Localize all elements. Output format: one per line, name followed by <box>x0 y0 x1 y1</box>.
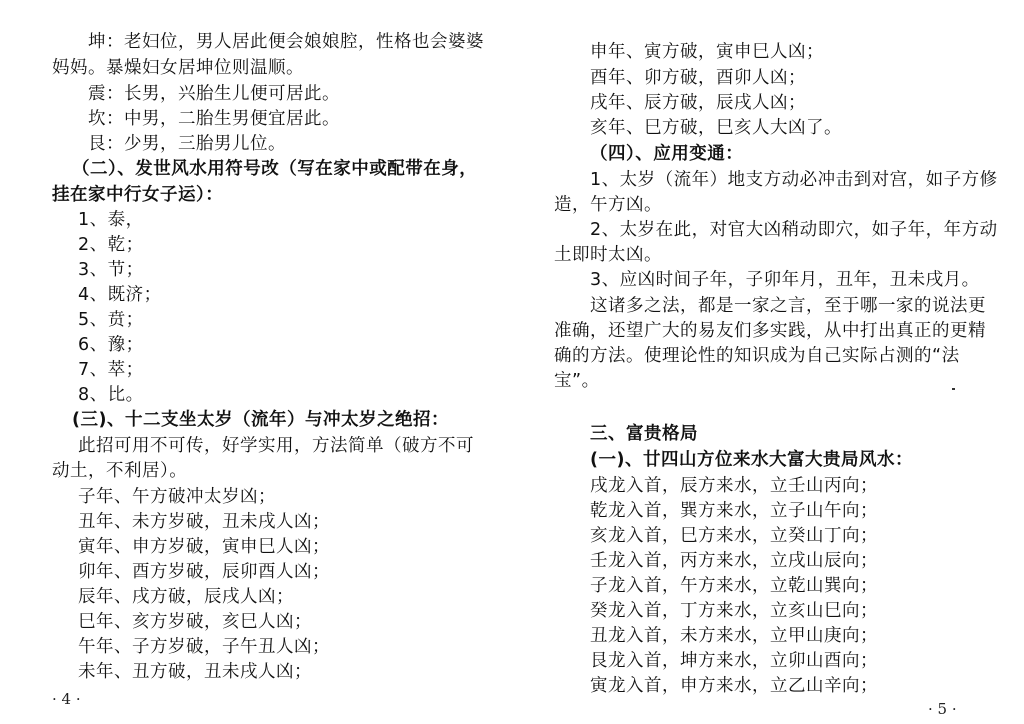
list-item: 5、贲； <box>78 310 144 330</box>
list-item: 卯年、酉方岁破，辰卯酉人凶； <box>78 562 330 582</box>
text-line: 动土，不利居）。 <box>52 461 188 481</box>
section-heading: (三)、十二支坐太岁（流年）与冲太岁之绝招： <box>72 410 449 430</box>
list-item: 巳年、亥方岁破，亥巳人凶； <box>78 612 312 632</box>
page-number: · 5 · <box>928 700 957 718</box>
text-line: 3、应凶时间子年，子卯年月，丑年，丑未戌月。 <box>590 270 980 290</box>
list-item: 戌年、辰方破，辰戌人凶； <box>590 93 806 113</box>
list-item: 8、比。 <box>78 385 144 405</box>
list-item: 子龙入首，午方来水，立乾山巽向； <box>590 576 878 596</box>
list-item: 艮龙入首，坤方来水，立卯山酉向； <box>590 651 878 671</box>
list-item: 子年、午方破冲太岁凶； <box>78 487 276 507</box>
section-heading: (一)、廿四山方位来水大富大贵局风水： <box>590 450 913 470</box>
chapter-heading: 三、富贵格局 <box>590 424 698 444</box>
text-line: 震：长男，兴胎生儿便可居此。 <box>88 84 340 104</box>
list-item: 乾龙入首，巽方来水，立子山午向； <box>590 501 878 521</box>
section-heading: 挂在家中行女子运）： <box>52 185 224 205</box>
text-line: 妈妈。暴燥妇女居坤位则温顺。 <box>52 58 304 78</box>
text-line: 2、太岁在此，对官大凶稍动即穴，如子年，年方动 <box>590 220 998 240</box>
page-number: · 4 · <box>52 690 81 708</box>
list-item: 壬龙入首，丙方来水，立戌山辰向； <box>590 551 878 571</box>
list-item: 戌龙入首，辰方来水，立壬山丙向； <box>590 476 878 496</box>
right-page <box>512 0 1024 724</box>
list-item: 丑年、未方岁破，丑未戌人凶； <box>78 512 330 532</box>
list-item: 亥龙入首，巳方来水，立癸山丁向； <box>590 526 878 546</box>
list-item: 亥年、巳方破，巳亥人大凶了。 <box>590 118 842 138</box>
list-item: 申年、寅方破，寅申巳人凶； <box>590 42 824 62</box>
text-line: 准确，还望广大的易友们多实践，从中打出真正的更精 <box>554 321 986 341</box>
list-item: 癸龙入首，丁方来水，立亥山巳向； <box>590 601 878 621</box>
list-item: 7、萃； <box>78 360 144 380</box>
section-heading: （四）、应用变通： <box>590 144 744 164</box>
list-item: 辰年、戌方破，辰戌人凶； <box>78 587 294 607</box>
text-line: 造，午方凶。 <box>554 195 662 215</box>
text-line: 艮：少男，三胎男儿位。 <box>88 134 286 154</box>
list-item: 午年、子方岁破，子午丑人凶； <box>78 637 330 657</box>
list-item: 丑龙入首，未方来水，立甲山庚向； <box>590 626 878 646</box>
text-line: 土即时太凶。 <box>554 245 662 265</box>
list-item: 酉年、卯方破，酉卯人凶； <box>590 68 806 88</box>
section-heading: （二）、发世风水用符号改（写在家中或配带在身， <box>72 159 478 179</box>
list-item: 1、泰， <box>78 210 144 230</box>
list-item: 4、既济； <box>78 285 162 305</box>
text-line: 此招可用不可传，好学实用，方法简单（破方不可 <box>78 436 474 456</box>
list-item: 3、节； <box>78 260 144 280</box>
list-item: 2、乾； <box>78 235 144 255</box>
list-item: 6、豫； <box>78 335 144 355</box>
list-item: 未年、丑方破，丑未戌人凶； <box>78 662 312 682</box>
text-line: 这诸多之法，都是一家之言，至于哪一家的说法更 <box>590 296 986 316</box>
text-line: 坤：老妇位，男人居此便会娘娘腔，性格也会婆婆 <box>88 32 484 52</box>
text-line: 1、太岁（流年）地支方动必冲击到对宫，如子方修 <box>590 170 998 190</box>
list-item: 寅年、申方岁破，寅申巳人凶； <box>78 537 330 557</box>
text-line: 确的方法。使理论性的知识成为自己实际占测的“法 <box>554 346 960 366</box>
text-line: 坎：中男，二胎生男便宜居此。 <box>88 109 340 129</box>
list-item: 寅龙入首，申方来水，立乙山辛向； <box>590 676 878 696</box>
scan-speck <box>952 388 955 390</box>
text-line: 宝”。 <box>554 371 600 391</box>
